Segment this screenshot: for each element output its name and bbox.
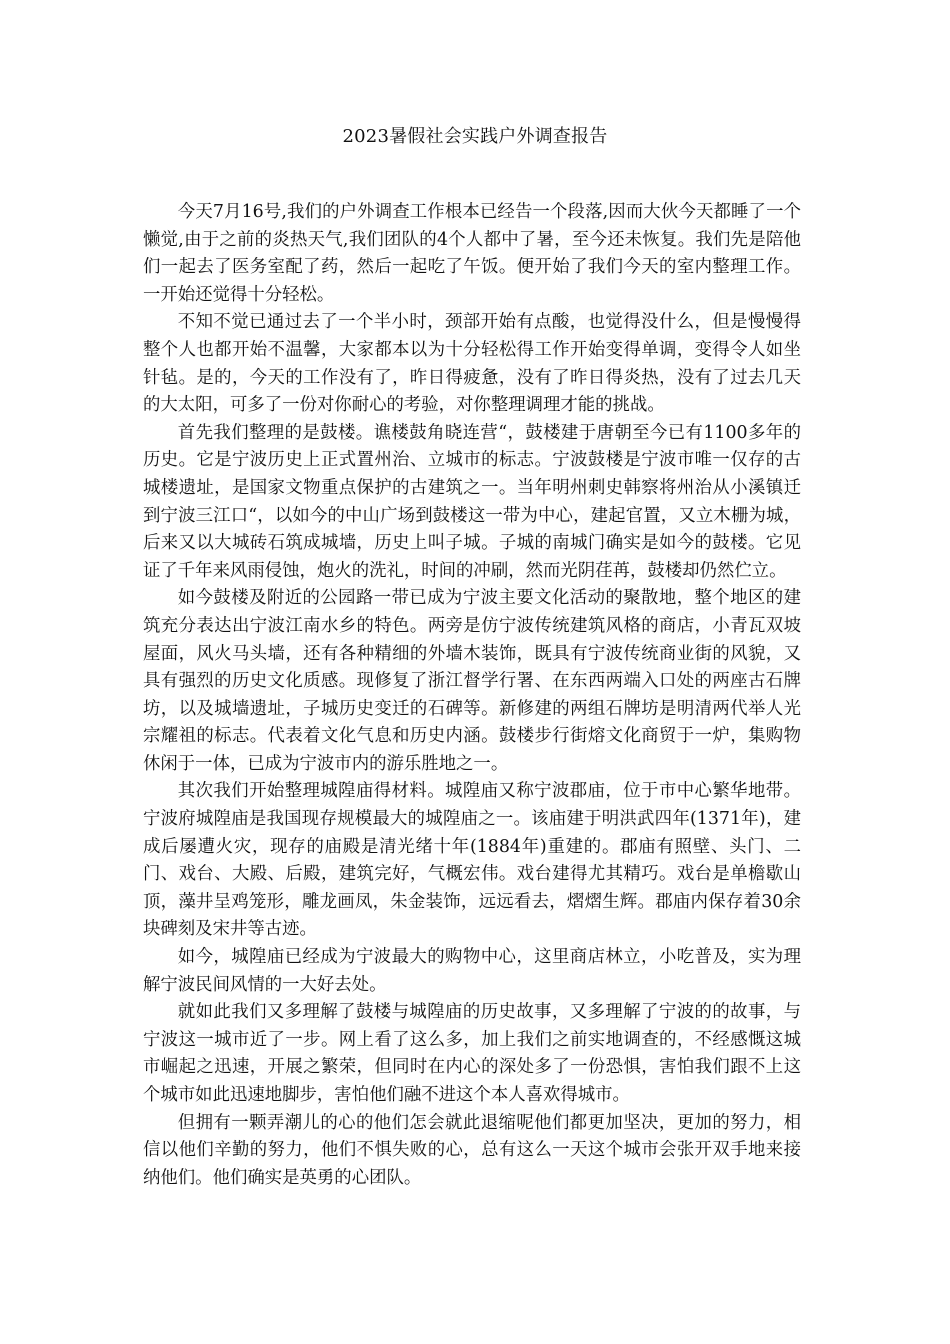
- paragraph-8: 但拥有一颗弄潮儿的心的他们怎会就此退缩呢他们都更加坚决，更加的努力，相信以他们辛勤的努力，他们不惧失败的心，总有这么一天这个城市会张开双手地来接纳他们。他们确实是英勇的心团队。: [143, 1112, 801, 1188]
- paragraph-5: 其次我们开始整理城隍庙得材料。城隍庙又称宁波郡庙，位于市中心繁华地带。宁波府城隍庙是我国现存规模最大的城隍庙之一。该庙建于明洪武四年(1371年)，建成后屡遭火灾，现存的庙殿是清光绪十年(1884年)重建的。郡庙有照壁、头门、二门、戏台、大殿、后殿，建筑完好，气概宏伟。戏台建得尤其精巧。戏台是单檐歇山顶，藻井呈鸡笼形，雕龙画凤，朱金装饰，远远看去，熠熠生辉。郡庙内保存着30余块碑刻及宋井等古迹。: [143, 781, 801, 940]
- document-title: 2023暑假社会实践户外调查报告: [342, 126, 608, 147]
- paragraph-2: 不知不觉已通过去了一个半小时，颈部开始有点酸，也觉得没什么，但是慢慢得整个人也都开始不温馨，大家都本以为十分轻松得工作开始变得单调，变得令人如坐针毡。是的，今天的工作没有了，昨日得疲惫，没有了昨日得炎热，没有了过去几天的大太阳，可多了一份对你耐心的考验，对你整理调理才能的挑战。: [143, 312, 801, 416]
- paragraph-7: 就如此我们又多理解了鼓楼与城隍庙的历史故事，又多理解了宁波的的故事，与宁波这一城市近了一步。网上看了这么多，加上我们之前实地调查的，不经感慨这城市崛起之迅速，开展之繁荣，但同时在内心的深处多了一份恐惧，害怕我们跟不上这个城市如此迅速地脚步，害怕他们融不进这个本人喜欢得城市。: [143, 1002, 801, 1105]
- paragraph-6: 如今，城隍庙已经成为宁波最大的购物中心，这里商店林立，小吃普及，实为理解宁波民间风情的一大好去处。: [143, 947, 801, 995]
- paragraph-3: 首先我们整理的是鼓楼。谯楼鼓角晓连营“，鼓楼建于唐朝至今已有1100多年的历史。它是宁波历史上正式置州治、立城市的标志。宁波鼓楼是宁波市唯一仅存的古城楼遗址，是国家文物重点保护的古建筑之一。当年明州刺史韩察将州治从小溪镇迁到宁波三江口“，以如今的中山广场到鼓楼这一带为中心，建起官置，又立木栅为城，后来又以大城砖石筑成城墙，历史上叫子城。子城的南城门确实是如今的鼓楼。它见证了千年来风雨侵蚀，炮火的洗礼，时间的冲刷，然而光阴荏苒，鼓楼却仍然伫立。: [143, 422, 801, 581]
- document-body: [143, 199, 801, 1192]
- paragraph-1: 今天7月16号,我们的户外调查工作根本已经告一个段落,因而大伙今天都睡了一个懒觉,由于之前的炎热天气,我们团队的4个人都中了暑，至今还未恢复。我们先是陪他们一起去了医务室配了药，然后一起吃了午饭。便开始了我们今天的室内整理工作。一开始还觉得十分轻松。: [143, 202, 801, 305]
- paragraph-4: 如今鼓楼及附近的公园路一带已成为宁波主要文化活动的聚散地，整个地区的建筑充分表达出宁波江南水乡的特色。两旁是仿宁波传统建筑风格的商店，小青瓦双坡屋面，风火马头墙，还有各种精细的外墙木装饰，既具有宁波传统商业街的风貌，又具有强烈的历史文化质感。现修复了浙江督学行署、在东西两端入口处的两座古石牌坊，以及城墙遗址，子城历史变迁的石碑等。新修建的两组石牌坊是明清两代举人光宗耀祖的标志。代表着文化气息和历史内涵。鼓楼步行街熔文化商贸于一炉，集购物休闲于一体，已成为宁波市内的游乐胜地之一。: [143, 588, 801, 774]
